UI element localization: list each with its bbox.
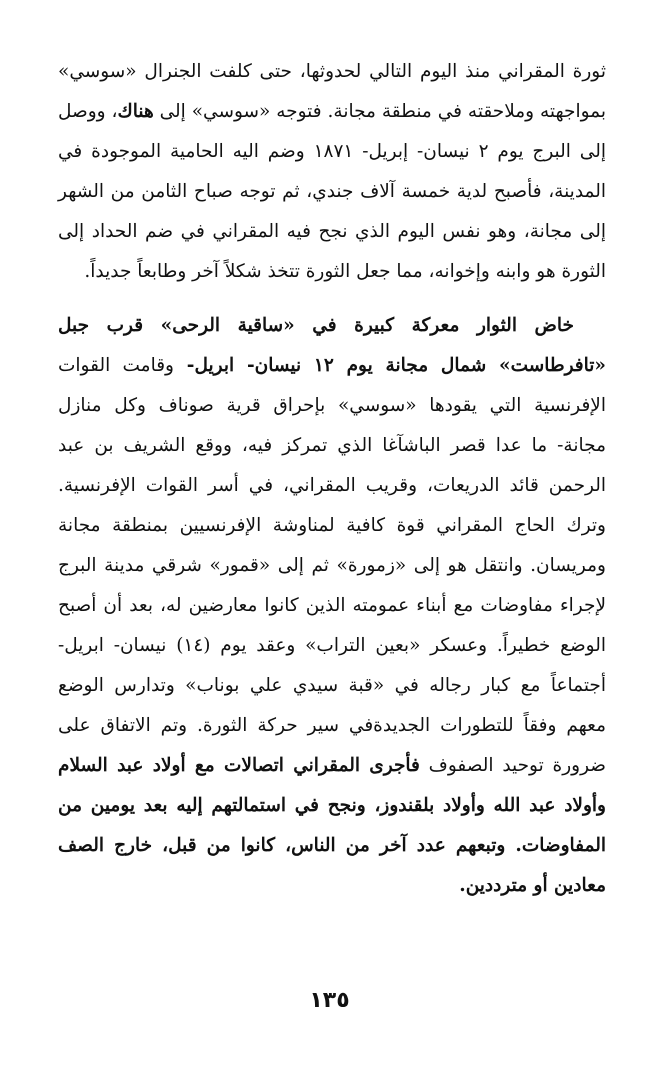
page-body xyxy=(58,52,606,906)
paragraph-1 xyxy=(58,52,606,292)
paragraph-1-bold-1: هناك xyxy=(117,101,154,122)
paragraph-2-text-1: وقامت القوات الإفرنسية التي يقودها «سوسي» بإحراق قرية صوناف وكل منازل مجانة- ما عدا قصر الباشآغا الذي تمركز فيه، ووقع الشريف بن عبد الرحمن قائد الدريعات، وقريب المقراني، في أسر القوات الإفرنسية. وترك الحاج المقراني قوة كافية لمناوشة الإفرنسيين بمنطقة مجانة ومريسان. وانتقل هو إلى «زمورة» ثم إلى «قمور» شرقي مدينة البرج لإجراء مفاوضات مع أبناء عمومته الذين كانوا معارضين له، بعد أن أصبح الوضع خطيراً. وعسكر «بعين التراب» وعقد يوم (١٤) نيسان- ابريل- أجتماعاً مع كبار رجاله في «قبة سيدي علي بوناب» وتدارس الوضع معهم وفقاً للتطورات الجديدةفي سير حركة الثورة. وتم الاتفاق على ضرورة توحيد الصفوف xyxy=(58,355,606,776)
paragraph-2 xyxy=(58,306,606,906)
paragraph-1-text-2: ، ووصل إلى البرج يوم ٢ نيسان- إبريل- ١٨٧١ وضم اليه الحامية الموجودة في المدينة، فأصبح لدية خمسة آلاف جندي، ثم توجه صباح الثامن من الشهر إلى مجانة، وهو نفس اليوم الذي نجح فيه المقراني في ضم الحداد إلى الثورة هو وابنه وإخوانه، مما جعل الثورة تتخذ شكلاً آخر وطابعاً جديداً. xyxy=(58,101,606,282)
paragraph-1-text-1: ثورة المقراني منذ اليوم التالي لحدوثها، حتى كلفت الجنرال «سوسي» بمواجهته وملاحقته في منطقة مجانة. فتوجه «سوسي» إلى xyxy=(58,61,606,122)
page-number: ١٣٥ xyxy=(309,988,350,1013)
paragraph-2-bold-2: فأجرى المقراني اتصالات مع أولاد عبد السلام وأولاد عبد الله وأولاد بلقندوز، ونجح في استمالتهم إليه بعد يومين من المفاوضات. وتبعهم عدد آخر من الناس، كانوا من قبل، خارج الصف معادين أو مترددين. xyxy=(58,755,606,896)
paragraph-2-bold-1: خاض الثوار معركة كبيرة في «ساقية الرحى» قرب جبل «تافرطاست» شمال مجانة يوم ١٢ نيسان- ابريل- xyxy=(58,315,606,376)
